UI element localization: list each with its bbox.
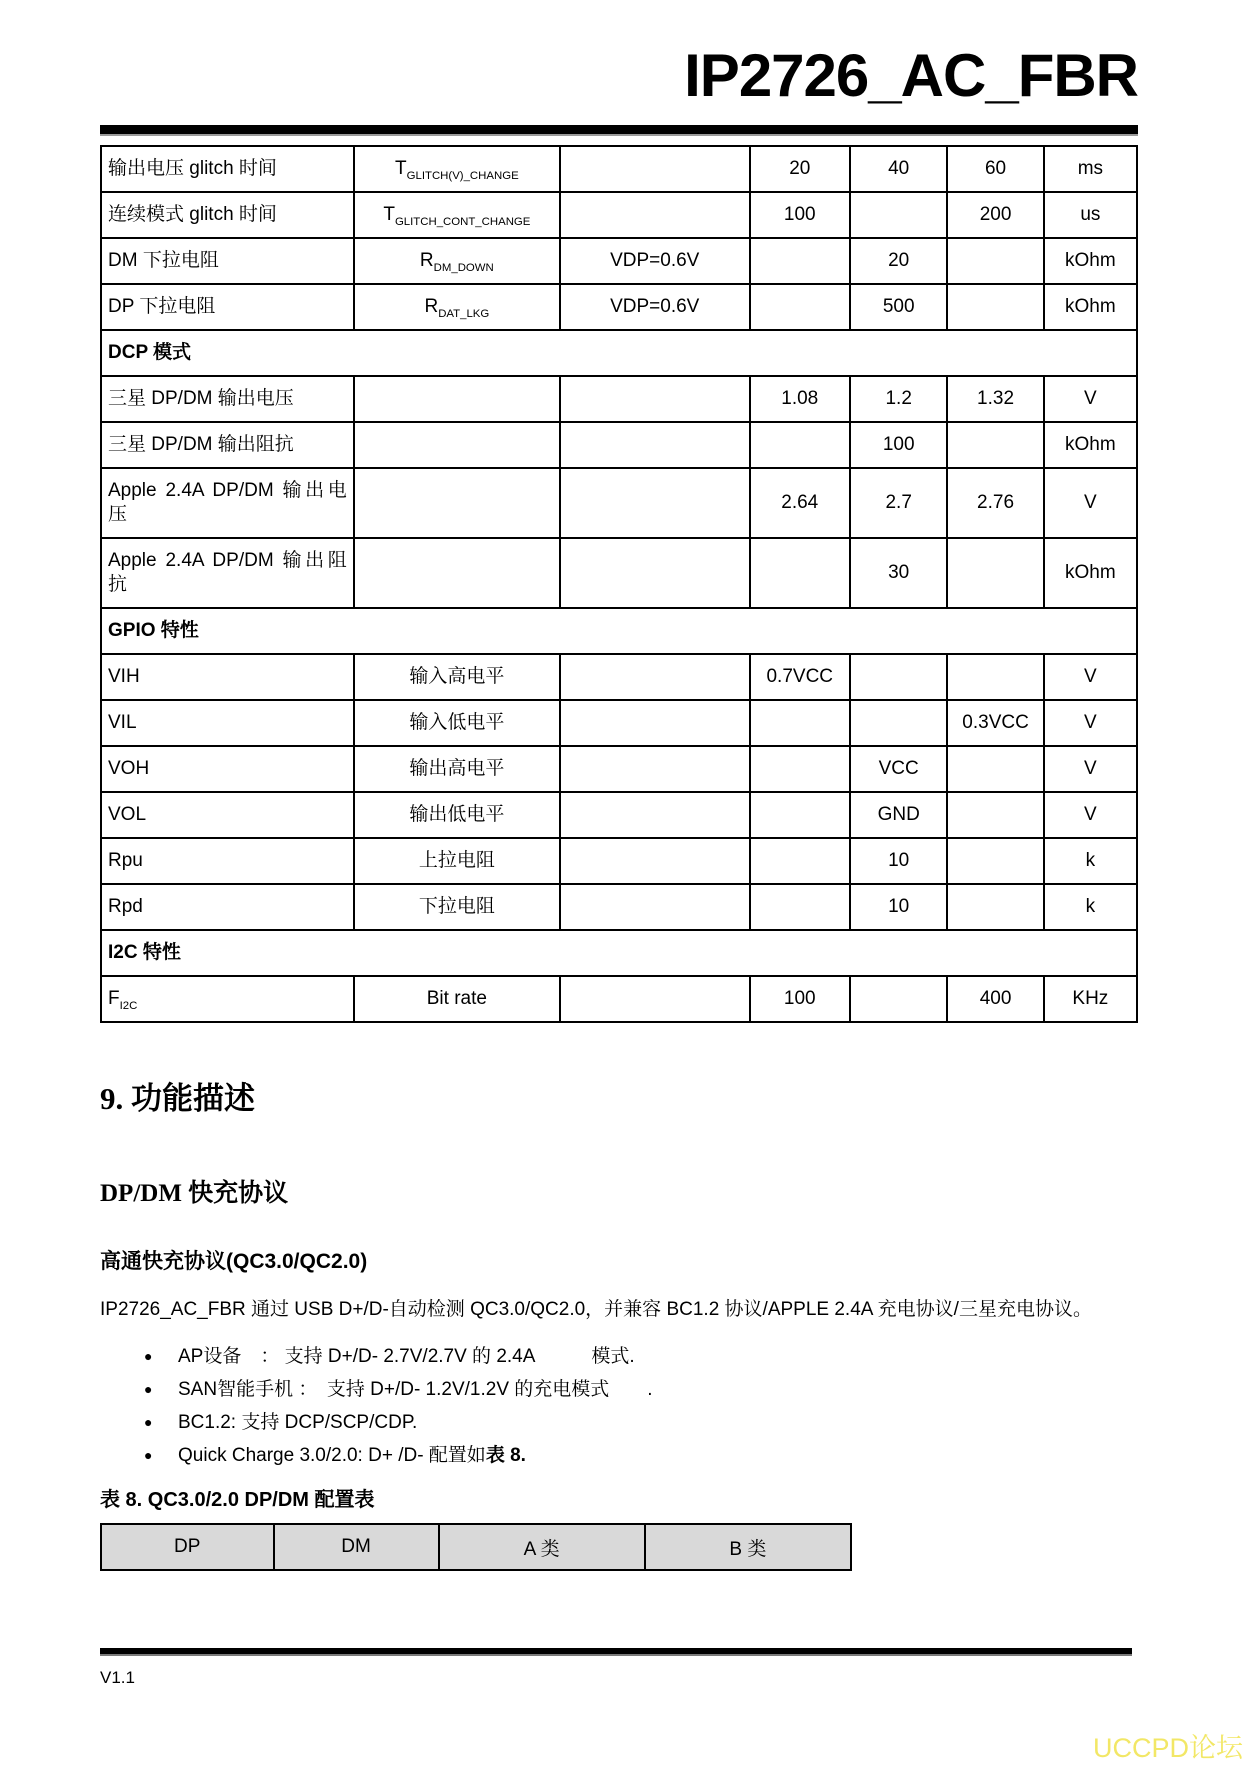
condition-cell — [560, 654, 750, 700]
condition-cell — [560, 792, 750, 838]
protocol-heading: 高通快充协议(QC3.0/QC2.0) — [100, 1250, 368, 1273]
spec-data-row — [101, 284, 1137, 330]
param-cell: Apple 2.4A DP/DM 输出电压 — [101, 468, 354, 538]
typ-cell: 20 — [850, 238, 947, 284]
bullet-item — [100, 1373, 1138, 1406]
param-cell: Apple 2.4A DP/DM 输出阻抗 — [101, 538, 354, 608]
qc-config-table — [100, 1523, 852, 1571]
param-cell: VOH — [101, 746, 354, 792]
spec-data-row — [101, 654, 1137, 700]
unit-cell: V — [1044, 376, 1137, 422]
typ-cell: GND — [850, 792, 947, 838]
spec-data-row — [101, 238, 1137, 284]
spec-data-row — [101, 746, 1137, 792]
spec-section-row — [101, 330, 1137, 376]
typ-cell: 30 — [850, 538, 947, 608]
unit-cell: kOhm — [1044, 238, 1137, 284]
max-cell: 60 — [947, 146, 1043, 192]
min-cell — [750, 538, 850, 608]
typ-cell: 10 — [850, 884, 947, 930]
param-cell: Rpu — [101, 838, 354, 884]
qc-header-row — [101, 1524, 851, 1570]
max-cell — [947, 884, 1043, 930]
unit-cell: us — [1044, 192, 1137, 238]
unit-cell: kOhm — [1044, 422, 1137, 468]
footer-rule — [100, 1648, 1132, 1656]
spec-data-row — [101, 838, 1137, 884]
unit-cell: V — [1044, 792, 1137, 838]
min-cell — [750, 238, 850, 284]
unit-cell: k — [1044, 884, 1137, 930]
min-cell: 1.08 — [750, 376, 850, 422]
typ-cell — [850, 976, 947, 1022]
bullet-text: Quick Charge 3.0/2.0: D+ /D- 配置如 — [178, 1445, 486, 1466]
condition-cell: VDP=0.6V — [560, 238, 750, 284]
bullet-text: SAN智能手机 ： 支持 D+/D- 1.2V/1.2V 的充电模式 . — [178, 1379, 653, 1400]
max-cell — [947, 746, 1043, 792]
spec-data-row — [101, 422, 1137, 468]
condition-cell — [560, 976, 750, 1022]
subsection-heading: DP/DM 快充协议 — [100, 1180, 289, 1207]
param-cell: 输出电压 glitch 时间 — [101, 146, 354, 192]
section-heading: 9. 功能描述 — [100, 1081, 255, 1116]
condition-cell: VDP=0.6V — [560, 284, 750, 330]
typ-cell: 2.7 — [850, 468, 947, 538]
spec-section-row — [101, 608, 1137, 654]
spec-data-row — [101, 192, 1137, 238]
unit-cell: KHz — [1044, 976, 1137, 1022]
param-cell: Rpd — [101, 884, 354, 930]
feature-bullet-list — [100, 1340, 1138, 1472]
unit-cell: V — [1044, 654, 1137, 700]
spec-data-row — [101, 146, 1137, 192]
spec-data-row — [101, 700, 1137, 746]
typ-cell — [850, 700, 947, 746]
condition-cell — [560, 192, 750, 238]
spec-section-label: I2C 特性 — [101, 930, 1137, 976]
symbol-cell: 输入高电平 — [354, 654, 560, 700]
unit-cell: k — [1044, 838, 1137, 884]
spec-data-row — [101, 792, 1137, 838]
condition-cell — [560, 700, 750, 746]
max-cell — [947, 284, 1043, 330]
qc-col-header: A 类 — [439, 1524, 645, 1570]
unit-cell: V — [1044, 468, 1137, 538]
symbol-cell — [354, 422, 560, 468]
max-cell — [947, 538, 1043, 608]
symbol-cell: $R_{DM\_DOWN}$ — [354, 238, 560, 284]
spec-data-row — [101, 468, 1137, 538]
bullet-item — [100, 1439, 1138, 1472]
max-cell — [947, 792, 1043, 838]
param-cell: VIL — [101, 700, 354, 746]
unit-cell: V — [1044, 746, 1137, 792]
max-cell: 2.76 — [947, 468, 1043, 538]
condition-cell — [560, 422, 750, 468]
condition-cell — [560, 746, 750, 792]
param-cell: 三星 DP/DM 输出阻抗 — [101, 422, 354, 468]
max-cell — [947, 838, 1043, 884]
typ-cell: VCC — [850, 746, 947, 792]
unit-cell: ms — [1044, 146, 1137, 192]
qc-col-header: B 类 — [645, 1524, 851, 1570]
param-cell: VIH — [101, 654, 354, 700]
bullet-icon: ● — [144, 1381, 153, 1397]
min-cell: 100 — [750, 192, 850, 238]
typ-cell — [850, 654, 947, 700]
symbol-cell: Bit rate — [354, 976, 560, 1022]
spec-data-row — [101, 376, 1137, 422]
max-cell: 200 — [947, 192, 1043, 238]
symbol-cell — [354, 538, 560, 608]
symbol-cell — [354, 376, 560, 422]
doc-title: IP2726_AC_FBR — [684, 42, 1138, 109]
spec-data-row — [101, 884, 1137, 930]
spec-section-label: GPIO 特性 — [101, 608, 1137, 654]
condition-cell — [560, 146, 750, 192]
min-cell — [750, 422, 850, 468]
unit-cell: kOhm — [1044, 538, 1137, 608]
min-cell: 20 — [750, 146, 850, 192]
typ-cell: 10 — [850, 838, 947, 884]
min-cell — [750, 792, 850, 838]
min-cell — [750, 284, 850, 330]
typ-cell: 100 — [850, 422, 947, 468]
max-cell — [947, 238, 1043, 284]
bullet-text: BC1.2: 支持 DCP/SCP/CDP. — [178, 1412, 418, 1433]
bullet-text: AP设备 ： 支持 D+/D- 2.7V/2.7V 的 2.4A 模式. — [178, 1346, 635, 1367]
typ-cell: 1.2 — [850, 376, 947, 422]
condition-cell — [560, 838, 750, 884]
max-cell — [947, 654, 1043, 700]
table8-caption: 表 8. QC3.0/2.0 DP/DM 配置表 — [100, 1489, 375, 1511]
unit-cell: V — [1044, 700, 1137, 746]
spec-table — [100, 145, 1138, 1023]
param-cell: VOL — [101, 792, 354, 838]
page-content — [100, 0, 1138, 1571]
spec-section-row — [101, 930, 1137, 976]
min-cell — [750, 700, 850, 746]
bullet-icon: ● — [144, 1414, 153, 1430]
bullet-icon: ● — [144, 1447, 153, 1463]
symbol-cell: 输入低电平 — [354, 700, 560, 746]
qc-col-header: DP — [101, 1524, 274, 1570]
param-cell: DM 下拉电阻 — [101, 238, 354, 284]
condition-cell — [560, 376, 750, 422]
symbol-cell — [354, 468, 560, 538]
min-cell: 0.7VCC — [750, 654, 850, 700]
param-cell: $F_{I2C}$ — [101, 976, 354, 1022]
param-cell: 三星 DP/DM 输出电压 — [101, 376, 354, 422]
intro-paragraph: IP2726_AC_FBR 通过 USB D+/D-自动检测 QC3.0/QC2.0，并兼容 BC1.2 协议/APPLE 2.4A 充电协议/三星充电协议。 — [100, 1299, 1092, 1320]
symbol-cell: $T_{GLITCH\_CONT\_CHANGE}$ — [354, 192, 560, 238]
param-cell: 连续模式 glitch 时间 — [101, 192, 354, 238]
symbol-cell: 输出高电平 — [354, 746, 560, 792]
qc-col-header: DM — [274, 1524, 439, 1570]
param-cell: DP 下拉电阻 — [101, 284, 354, 330]
spec-data-row — [101, 976, 1137, 1022]
bullet-item — [100, 1340, 1138, 1373]
symbol-cell: 下拉电阻 — [354, 884, 560, 930]
condition-cell — [560, 884, 750, 930]
bullet-icon: ● — [144, 1348, 153, 1364]
bullet-text: 表 8. — [485, 1445, 526, 1466]
symbol-cell: 输出低电平 — [354, 792, 560, 838]
typ-cell: 500 — [850, 284, 947, 330]
symbol-cell: $R_{DAT\_LKG}$ — [354, 284, 560, 330]
min-cell — [750, 884, 850, 930]
typ-cell: 40 — [850, 146, 947, 192]
min-cell — [750, 746, 850, 792]
max-cell — [947, 422, 1043, 468]
min-cell: 100 — [750, 976, 850, 1022]
footer-version: V1.1 — [100, 1668, 135, 1687]
min-cell — [750, 838, 850, 884]
symbol-cell: 上拉电阻 — [354, 838, 560, 884]
condition-cell — [560, 538, 750, 608]
typ-cell — [850, 192, 947, 238]
max-cell: 0.3VCC — [947, 700, 1043, 746]
spec-section-label: DCP 模式 — [101, 330, 1137, 376]
max-cell: 400 — [947, 976, 1043, 1022]
symbol-cell: $T_{GLITCH(V)\_CHANGE}$ — [354, 146, 560, 192]
bullet-item — [100, 1406, 1138, 1439]
condition-cell — [560, 468, 750, 538]
title-rule — [100, 125, 1138, 136]
watermark: UCCPD论坛 — [1092, 1733, 1243, 1763]
max-cell: 1.32 — [947, 376, 1043, 422]
spec-data-row — [101, 538, 1137, 608]
unit-cell: kOhm — [1044, 284, 1137, 330]
min-cell: 2.64 — [750, 468, 850, 538]
